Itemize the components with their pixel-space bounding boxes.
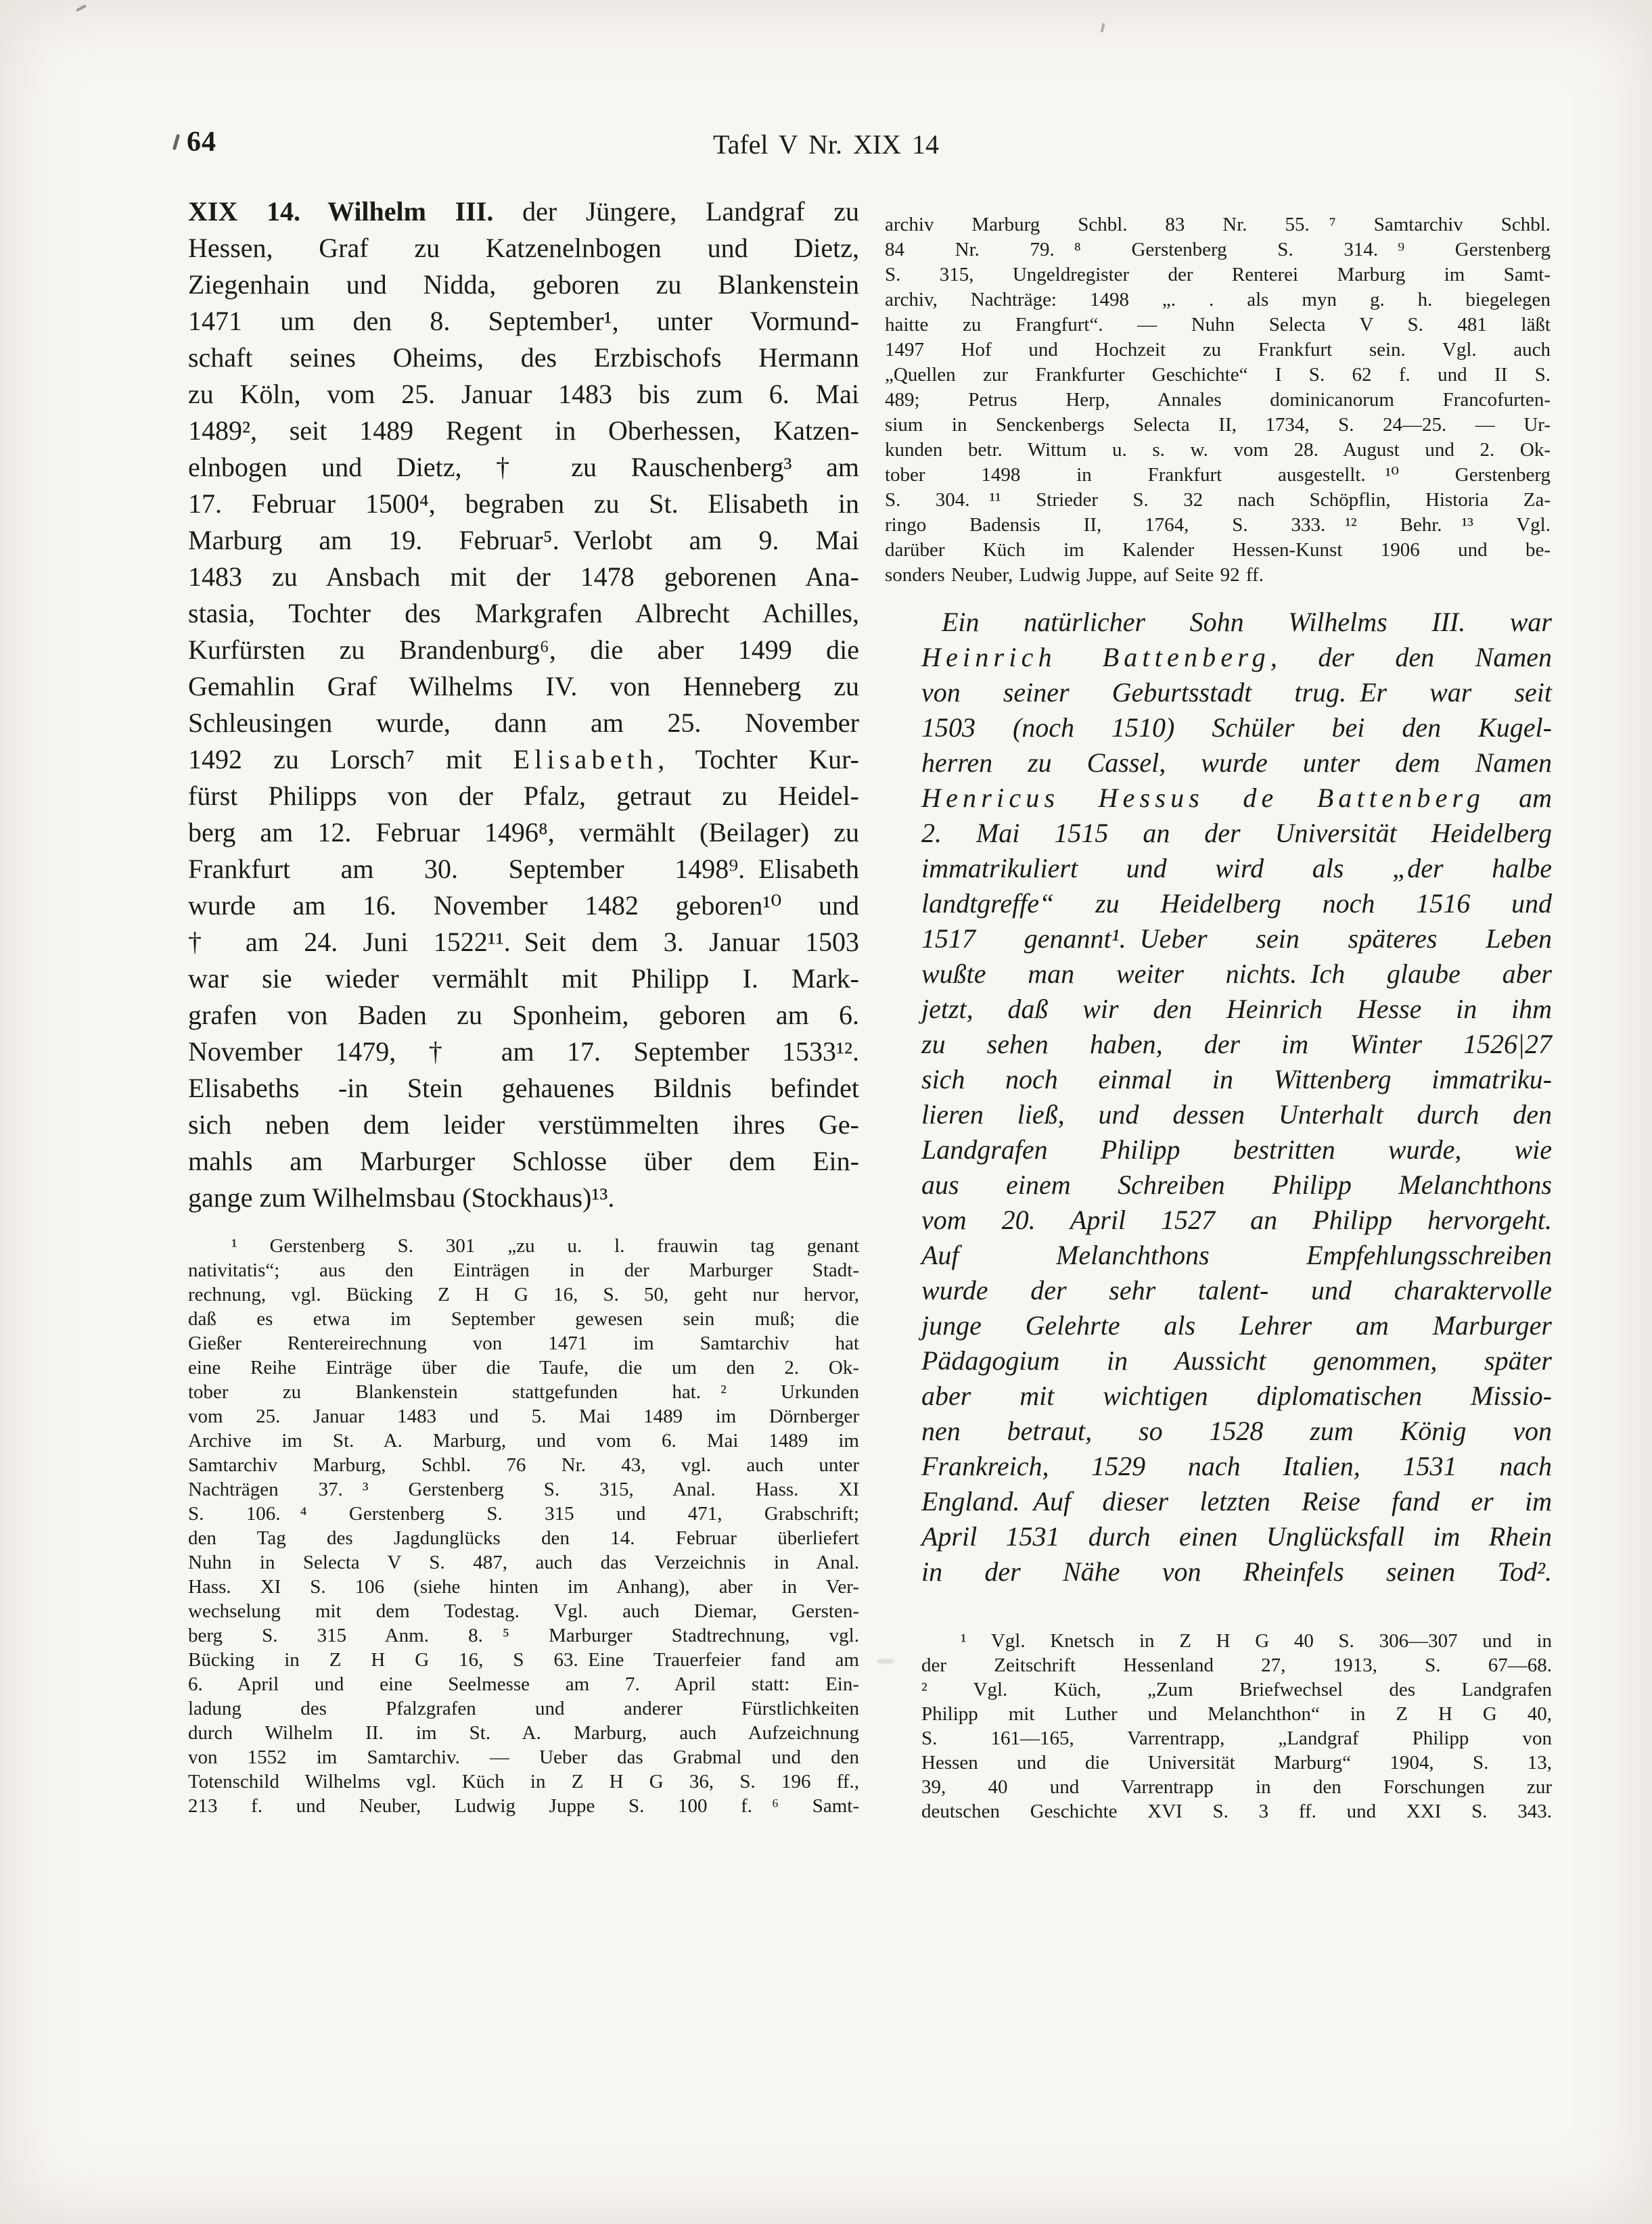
text-line: von 1552 im Samtarchiv. — Ueber das Grabmal und den: [188, 1746, 859, 1768]
text-line: schaft seines Oheims, des Erzbischofs Hermann: [188, 342, 859, 373]
text-line: Hass. XI S. 106 (siehe hinten im Anhang), aber in Ver-: [188, 1576, 859, 1598]
text-line: 1503 (noch 1510) Schüler bei den Kugel-: [921, 712, 1552, 743]
text-line: November 1479, † am 17. September 1533¹².: [188, 1036, 859, 1067]
text-line: tober 1498 in Frankfurt ausgestellt. ¹⁰ Gerstenberg: [885, 464, 1551, 486]
text-line: S. 161—165, Varrentrapp, „Landgraf Philipp von: [921, 1728, 1552, 1749]
text-line: kunden betr. Wittum u. s. w. vom 28. August und 2. Ok-: [885, 439, 1551, 461]
text-line: berg S. 315 Anm. 8. ⁵ Marburger Stadtrechnung, vgl.: [188, 1625, 859, 1646]
text-line: 1471 um den 8. September¹, unter Vormund-: [188, 306, 859, 336]
text-line: von seiner Geburtsstadt trug. Er war seit: [921, 677, 1552, 708]
text-line: immatrikuliert und wird als „der halbe: [921, 853, 1552, 883]
text-line: Schleusingen wurde, dann am 25. November: [188, 708, 859, 738]
text-line: Hessen und die Universität Marburg“ 1904, S. 13,: [921, 1752, 1552, 1774]
text-line: elnbogen und Dietz, † zu Rauschenberg³ am: [188, 452, 859, 482]
text-line: mahls am Marburger Schlosse über dem Ein-: [188, 1146, 859, 1176]
page-header: Tafel V Nr. XIX 14: [712, 129, 940, 160]
text-line: 39, 40 und Varrentrapp in den Forschungen zur: [921, 1776, 1552, 1798]
text-line: Frankfurt am 30. September 1498⁹. Elisabeth: [188, 854, 859, 884]
text-line: 2. Mai 1515 an der Universität Heidelberg: [921, 818, 1552, 848]
text-line: archiv, Nachträge: 1498 „. . als myn g. h. biegelegen: [885, 289, 1551, 310]
text-line: Gemahlin Graf Wilhelms IV. von Henneberg zu: [188, 671, 859, 701]
text-line: April 1531 durch einen Unglücksfall im Rhein: [921, 1521, 1552, 1552]
footnotes-left: [188, 1234, 859, 1818]
text-line: England. Auf dieser letzten Reise fand er im: [921, 1486, 1552, 1516]
text-line: junge Gelehrte als Lehrer am Marburger: [921, 1310, 1552, 1341]
scan-artifact: [877, 1659, 894, 1664]
text-line: Totenschild Wilhelms vgl. Küch in Z H G 36, S. 196 ff.,: [188, 1771, 859, 1792]
text-line: Nuhn in Selecta V S. 487, auch das Verzeichnis in Anal.: [188, 1552, 859, 1573]
text-line: 6. April und eine Seelmesse am 7. April statt: Ein-: [188, 1673, 859, 1695]
text-line: Samtarchiv Marburg, Schbl. 76 Nr. 43, vgl. auch unter: [188, 1454, 859, 1476]
text-line: vom 25. Januar 1483 und 5. Mai 1489 im Dörnberger: [188, 1406, 859, 1427]
text-line: ² Vgl. Küch, „Zum Briefwechsel des Landgrafen: [921, 1679, 1552, 1700]
text-line: tober zu Blankenstein stattgefunden hat. ² Urkunden: [188, 1381, 859, 1403]
text-line: Hessen, Graf zu Katzenelnbogen und Dietz,: [188, 233, 859, 263]
text-line: 1489², seit 1489 Regent in Oberhessen, Katzen-: [188, 415, 859, 446]
text-line: Elisabeths -in Stein gehauenes Bildnis befindet: [188, 1073, 859, 1103]
text-line: ringo Badensis II, 1764, S. 333. ¹² Behr. ¹³ Vgl.: [885, 514, 1551, 536]
text-line: fürst Philipps von der Pfalz, getraut zu Heidel-: [188, 781, 859, 811]
text-line: Frankreich, 1529 nach Italien, 1531 nach: [921, 1451, 1552, 1481]
page-number: 64: [187, 126, 216, 158]
text-line: zu Köln, vom 25. Januar 1483 bis zum 6. Mai: [188, 379, 859, 409]
text-line: Ziegenhain und Nidda, geboren zu Blankenstein: [188, 269, 859, 300]
text-line: sonders Neuber, Ludwig Juppe, auf Seite 92 ff.: [885, 564, 1264, 586]
main-paragraph: [188, 193, 859, 1216]
text-line: ¹ Vgl. Knetsch in Z H G 40 S. 306—307 und in: [961, 1630, 1552, 1652]
text-line: Heinrich Battenberg, der den Namen: [921, 642, 1552, 672]
text-line: rechnung, vgl. Bücking Z H G 16, S. 50, geht nur hervor,: [188, 1284, 859, 1305]
text-line: zu sehen haben, der im Winter 1526|27: [921, 1029, 1552, 1059]
text-line: 17. Februar 1500⁴, begraben zu St. Elisabeth in: [188, 488, 859, 519]
text-line: stasia, Tochter des Markgrafen Albrecht Achilles,: [188, 598, 859, 628]
text-line: 1517 genannt¹. Ueber sein späteres Leben: [921, 923, 1552, 954]
text-line: daß es etwa im September gewesen sein muß; die: [188, 1308, 859, 1330]
text-line: 84 Nr. 79. ⁸ Gerstenberg S. 314. ⁹ Gerstenberg: [885, 239, 1551, 260]
text-line: nativitatis“; aus den Einträgen in der Marburger Stadt-: [188, 1259, 859, 1281]
text-line: aus einem Schreiben Philipp Melanchthons: [921, 1169, 1552, 1200]
text-line: sich neben dem leider verstümmelten ihres Ge-: [188, 1109, 859, 1140]
text-line: war sie wieder vermählt mit Philipp I. Mark-: [188, 963, 859, 994]
text-line: S. 304. ¹¹ Strieder S. 32 nach Schöpflin, Historia Za-: [885, 489, 1551, 511]
text-line: Archive im St. A. Marburg, und vom 6. Mai 1489 im: [188, 1430, 859, 1452]
footnotes-right: [921, 1629, 1552, 1824]
text-line: wußte man weiter nichts. Ich glaube aber: [921, 958, 1552, 989]
text-line: grafen von Baden zu Sponheim, geboren am 6.: [188, 1000, 859, 1030]
text-line: S. 106. ⁴ Gerstenberg S. 315 und 471, Grabschrift;: [188, 1503, 859, 1525]
text-line: Landgrafen Philipp bestritten wurde, wie: [921, 1134, 1552, 1165]
text-line: Philipp mit Luther und Melanchthon“ in Z H G 40,: [921, 1703, 1552, 1725]
text-line: † am 24. Juni 1522¹¹. Seit dem 3. Januar 1503: [188, 927, 859, 957]
text-line: Henricus Hessus de Battenberg am: [921, 783, 1552, 813]
text-line: landtgreffe“ zu Heidelberg noch 1516 und: [921, 888, 1552, 919]
text-line: S. 315, Ungeldregister der Renterei Marburg im Samt-: [885, 264, 1551, 285]
text-line: eine Reihe Einträge über die Taufe, die um den 2. Ok-: [188, 1357, 859, 1379]
text-line: 213 f. und Neuber, Ludwig Juppe S. 100 f. ⁶ Samt-: [188, 1795, 859, 1817]
biography-paragraph: [921, 605, 1552, 1590]
scan-artifact: [76, 4, 87, 11]
text-line: nen betraut, so 1528 zum König von: [921, 1416, 1552, 1446]
text-line: Marburg am 19. Februar⁵. Verlobt am 9. Mai: [188, 525, 859, 555]
text-line: ¹ Gerstenberg S. 301 „zu u. l. frauwin tag genant: [231, 1235, 859, 1257]
text-line: wurde am 16. November 1482 geboren¹⁰ und: [188, 890, 859, 921]
text-line: darüber Küch im Kalender Hessen-Kunst 1906 und be-: [885, 539, 1551, 561]
text-line: wurde der sehr talent- und charaktervolle: [921, 1275, 1552, 1305]
text-line: 489; Petrus Herp, Annales dominicanorum Francofurten-: [885, 389, 1551, 411]
text-line: lieren ließ, und dessen Unterhalt durch den: [921, 1099, 1552, 1130]
text-line: deutschen Geschichte XVI S. 3 ff. und XXI S. 343.: [921, 1801, 1552, 1822]
text-line: den Tag des Jagdunglücks den 14. Februar überliefert: [188, 1527, 859, 1549]
text-line: Pädagogium in Aussicht genommen, später: [921, 1345, 1552, 1376]
text-line: sium in Senckenbergs Selecta II, 1734, S. 24—25. — Ur-: [885, 414, 1551, 436]
text-line: XIX 14. Wilhelm III. der Jüngere, Landgraf zu: [188, 196, 859, 227]
text-line: „Quellen zur Frankfurter Geschichte“ I S. 62 f. und II S.: [885, 364, 1551, 386]
footnotes-continued: [885, 212, 1551, 588]
text-line: Ein natürlicher Sohn Wilhelms III. war: [942, 607, 1552, 637]
text-line: archiv Marburg Schbl. 83 Nr. 55. ⁷ Samtarchiv Schbl.: [885, 214, 1551, 235]
text-line: berg am 12. Februar 1496⁸, vermählt (Beilager) zu: [188, 817, 859, 848]
text-line: herren zu Cassel, wurde unter dem Namen: [921, 747, 1552, 778]
text-line: wechselung mit dem Todestag. Vgl. auch Diemar, Gersten-: [188, 1600, 859, 1622]
text-line: Bücking in Z H G 16, S 63. Eine Trauerfeier fand am: [188, 1649, 859, 1671]
text-line: 1483 zu Ansbach mit der 1478 geborenen Ana-: [188, 561, 859, 592]
text-line: gange zum Wilhelmsbau (Stockhaus)¹³.: [188, 1182, 615, 1213]
text-line: Nachträgen 37. ³ Gerstenberg S. 315, Anal. Hass. XI: [188, 1479, 859, 1500]
text-line: sich noch einmal in Wittenberg immatriku-: [921, 1064, 1552, 1094]
text-line: Auf Melanchthons Empfehlungsschreiben: [921, 1240, 1552, 1270]
text-line: jetzt, daß wir den Heinrich Hesse in ihm: [921, 994, 1552, 1024]
text-line: ladung des Pfalzgrafen und anderer Fürstlichkeiten: [188, 1698, 859, 1719]
text-line: 1492 zu Lorsch⁷ mit Elisabeth, Tochter Kur-: [188, 744, 859, 774]
text-line: haitte zu Frangfurt“. — Nuhn Selecta V S. 481 läßt: [885, 314, 1551, 335]
text-line: Kurfürsten zu Brandenburg⁶, die aber 1499 die: [188, 634, 859, 665]
text-line: der Zeitschrift Hessenland 27, 1913, S. 67—68.: [921, 1654, 1552, 1676]
text-line: durch Wilhelm II. im St. A. Marburg, auch Aufzeichnung: [188, 1722, 859, 1744]
text-line: Gießer Rentereirechnung von 1471 im Samtarchiv hat: [188, 1333, 859, 1354]
text-line: aber mit wichtigen diplomatischen Missio-: [921, 1381, 1552, 1411]
text-line: 1497 Hof und Hochzeit zu Frankfurt sein. Vgl. auch: [885, 339, 1551, 361]
scan-artifact: [1101, 23, 1105, 33]
text-line: vom 20. April 1527 an Philipp hervorgeht.: [921, 1205, 1552, 1235]
text-line: in der Nähe von Rheinfels seinen Tod².: [921, 1556, 1552, 1587]
